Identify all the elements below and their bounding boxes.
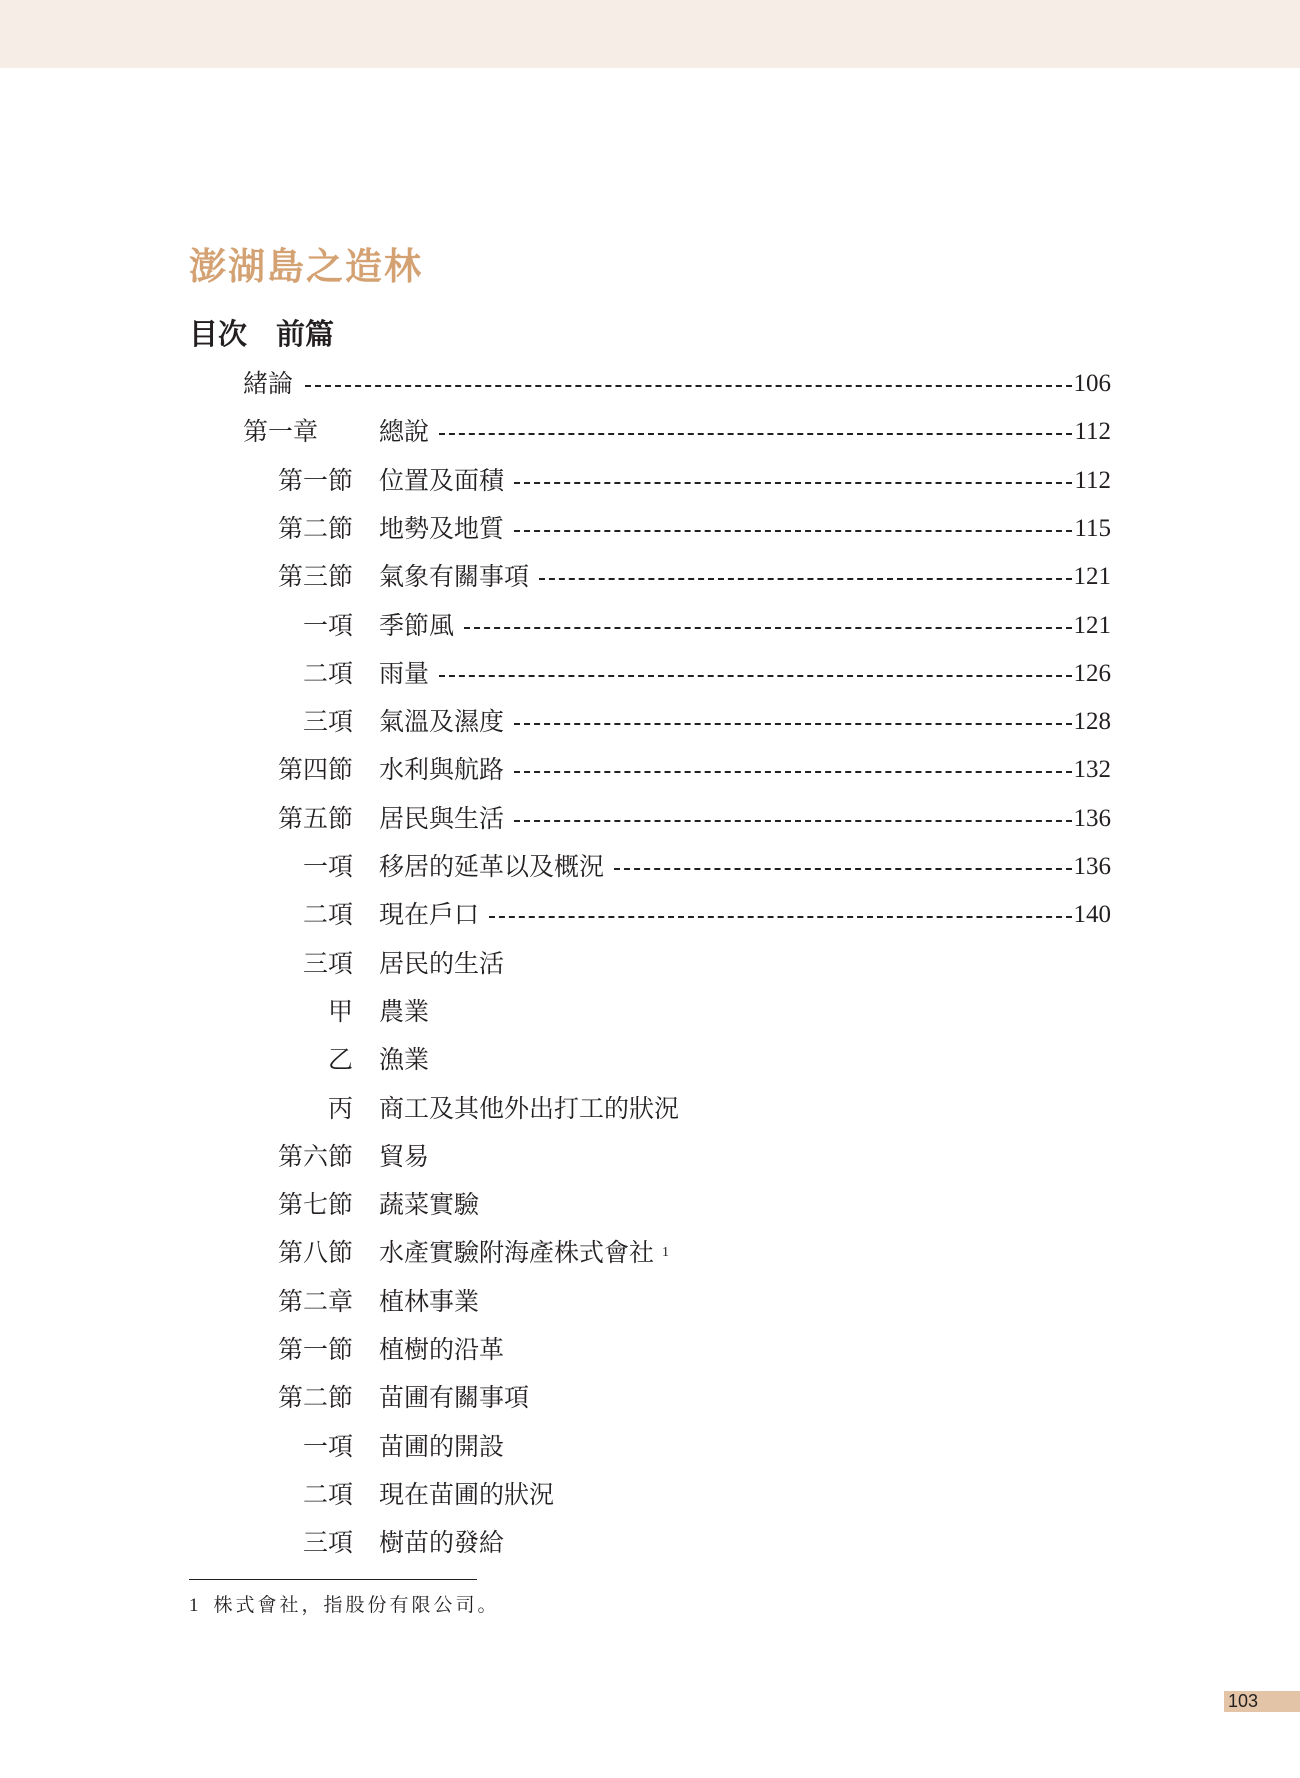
toc-entry-label: 三項	[302, 707, 353, 737]
toc-entry	[0, 989, 1300, 1035]
toc-entry	[0, 941, 1300, 987]
toc-entry	[0, 554, 1300, 600]
toc-entry-title: 季節風	[379, 610, 455, 640]
toc-entry-label: 甲	[327, 996, 353, 1026]
toc-entry-title: 氣溫及濕度	[379, 707, 505, 737]
toc-entry-page: 112	[1074, 418, 1111, 446]
toc-dot-leader	[614, 868, 1071, 870]
toc-entry-label: 第一章	[243, 417, 319, 447]
footnote-reference: 1	[662, 1245, 670, 1261]
toc-entry-body	[379, 1375, 529, 1421]
toc-entry-body	[379, 844, 1111, 890]
toc-entry	[0, 844, 1300, 890]
toc-dot-leader	[514, 771, 1071, 773]
toc-entry-page: 106	[1073, 370, 1111, 397]
toc-entry-page: 112	[1074, 466, 1111, 494]
toc-entry-title: 位置及面積	[379, 465, 505, 495]
toc-entry-body	[379, 1424, 504, 1470]
toc-entry	[0, 892, 1300, 938]
footnote-divider	[189, 1579, 477, 1580]
toc-entry	[0, 1037, 1300, 1083]
toc-entry-label: 一項	[302, 610, 353, 640]
toc-entry-body	[379, 1279, 479, 1325]
toc-entry-body	[379, 1182, 479, 1228]
toc-entry-body	[379, 651, 1111, 697]
toc-entry	[0, 1279, 1300, 1325]
toc-entry-body	[379, 1472, 554, 1518]
toc-entry-body	[379, 554, 1111, 600]
toc-dot-leader	[514, 723, 1071, 725]
toc-entry	[0, 1472, 1300, 1518]
toc-entry	[0, 603, 1300, 649]
toc-entry-page: 140	[1073, 901, 1111, 929]
toc-entry-title: 商工及其他外出打工的狀況	[379, 1093, 680, 1123]
toc-entry-body	[379, 458, 1111, 504]
toc-entry	[0, 361, 1300, 407]
toc-entry-body	[379, 506, 1111, 552]
toc-entry-title: 漁業	[379, 1045, 430, 1075]
toc-entry-title: 蔬菜實驗	[379, 1190, 480, 1220]
toc-entry-title: 移居的延革以及概況	[379, 852, 605, 881]
toc-entry-page: 136	[1073, 804, 1111, 832]
toc-entry-body	[379, 796, 1111, 842]
toc-entry-label: 乙	[327, 1045, 353, 1075]
toc-entry	[0, 409, 1300, 455]
toc-entry-label: 第一節	[277, 1335, 353, 1364]
footnote	[189, 1590, 500, 1621]
toc-entry-body	[379, 699, 1111, 745]
toc-entry-page: 128	[1073, 708, 1111, 736]
toc-entry	[0, 1182, 1300, 1228]
toc-entry-body	[379, 1037, 429, 1083]
toc-entry	[0, 651, 1300, 697]
toc-entry-label: 二項	[302, 1479, 353, 1509]
toc-dot-leader	[514, 820, 1071, 822]
toc-entry-page: 121	[1073, 611, 1111, 639]
toc-entry-body	[379, 409, 1111, 455]
toc-entry-body	[379, 892, 1111, 938]
toc-entry-label: 緒論	[243, 369, 294, 398]
toc-entry-title: 現在戶口	[379, 900, 480, 930]
footnote-text: 株式會社，指股份有限公司。	[213, 1594, 500, 1616]
toc-dot-leader	[514, 482, 1072, 484]
toc-dot-leader	[539, 578, 1071, 580]
toc-entry-title: 現在苗圃的狀況	[379, 1479, 555, 1509]
toc-entry-title: 地勢及地質	[379, 513, 505, 543]
toc-entry-body	[379, 603, 1111, 649]
toc-entry	[0, 1086, 1300, 1132]
toc-entry	[0, 796, 1300, 842]
toc-entry	[0, 1424, 1300, 1470]
toc-entry-title: 植樹的沿革	[379, 1335, 505, 1364]
toc-entry	[0, 506, 1300, 552]
toc-entry-title: 樹苗的發給	[379, 1528, 505, 1558]
toc-entry-title: 水產實驗附海產株式會社	[379, 1238, 655, 1268]
toc-entry	[0, 1327, 1300, 1373]
page-number: 103	[1224, 1691, 1300, 1712]
toc-dot-leader	[305, 385, 1072, 387]
toc-entry-body	[379, 1086, 679, 1132]
toc-entry	[0, 747, 1300, 793]
toc-entry	[0, 699, 1300, 745]
toc-entry-title: 農業	[379, 996, 430, 1026]
toc-entry-body	[379, 941, 504, 987]
toc-entry-label: 第八節	[277, 1238, 353, 1268]
toc-entry-label: 第二章	[277, 1286, 353, 1316]
toc-entry	[0, 1134, 1300, 1180]
top-band	[0, 0, 1300, 68]
toc-entry	[0, 1230, 1300, 1276]
toc-dot-leader	[439, 675, 1071, 677]
toc-entry-body	[379, 747, 1111, 793]
toc-entry-title: 總說	[379, 417, 430, 447]
toc-dot-leader	[464, 627, 1071, 629]
toc-entry-body	[379, 1327, 504, 1373]
toc-entry	[0, 1520, 1300, 1566]
toc-entry-label: 第一節	[277, 465, 353, 495]
toc-entry-title: 苗圃的開設	[379, 1431, 505, 1461]
toc-dot-leader	[514, 530, 1072, 532]
toc-entry-body	[305, 361, 1111, 407]
toc-entry-body	[379, 1520, 504, 1566]
toc-entry-label: 一項	[302, 1431, 353, 1461]
toc-entry-title: 水利與航路	[379, 755, 505, 785]
toc-dot-leader	[489, 916, 1071, 918]
toc-entry-body	[379, 1134, 429, 1180]
toc-entry-label: 三項	[302, 948, 353, 978]
toc-entry-label: 第五節	[277, 803, 353, 833]
footnote-number: 1	[189, 1595, 202, 1616]
toc-entry-label: 第二節	[277, 513, 353, 543]
toc-entry-label: 二項	[302, 658, 353, 688]
toc-entry-label: 第二節	[277, 1383, 353, 1413]
toc-entry-title: 植林事業	[379, 1286, 480, 1316]
toc-entry-page: 115	[1074, 514, 1111, 542]
toc-dot-leader	[439, 433, 1072, 435]
toc-entry-label: 二項	[302, 900, 353, 930]
toc-entry	[0, 458, 1300, 504]
toc-heading: 目次 前篇	[189, 317, 335, 351]
toc-entry-page: 132	[1073, 756, 1111, 784]
toc-entry-label: 丙	[327, 1093, 353, 1123]
toc-entry-title: 居民與生活	[379, 803, 505, 833]
toc-entry-page: 121	[1073, 563, 1111, 591]
toc-entry-label: 第七節	[277, 1190, 353, 1220]
toc-entry-body	[379, 989, 429, 1035]
toc-entry-label: 第六節	[277, 1141, 353, 1171]
toc-entry-label: 第三節	[277, 562, 353, 592]
toc-entry	[0, 1375, 1300, 1421]
toc-entry-title: 氣象有關事項	[379, 562, 530, 592]
toc-entry-body	[379, 1230, 669, 1276]
toc-entry-title: 雨量	[379, 658, 430, 688]
toc-entry-title: 苗圃有關事項	[379, 1383, 530, 1413]
toc-entry-title: 居民的生活	[379, 948, 505, 978]
book-title: 澎湖島之造林	[189, 245, 423, 288]
toc-entry-label: 三項	[302, 1528, 353, 1558]
toc-entry-page: 126	[1073, 659, 1111, 687]
toc-entry-label: 第四節	[277, 755, 353, 785]
toc-entry-page: 136	[1073, 853, 1111, 880]
toc-entry-label: 一項	[302, 852, 353, 881]
toc-entry-title: 貿易	[379, 1141, 430, 1171]
